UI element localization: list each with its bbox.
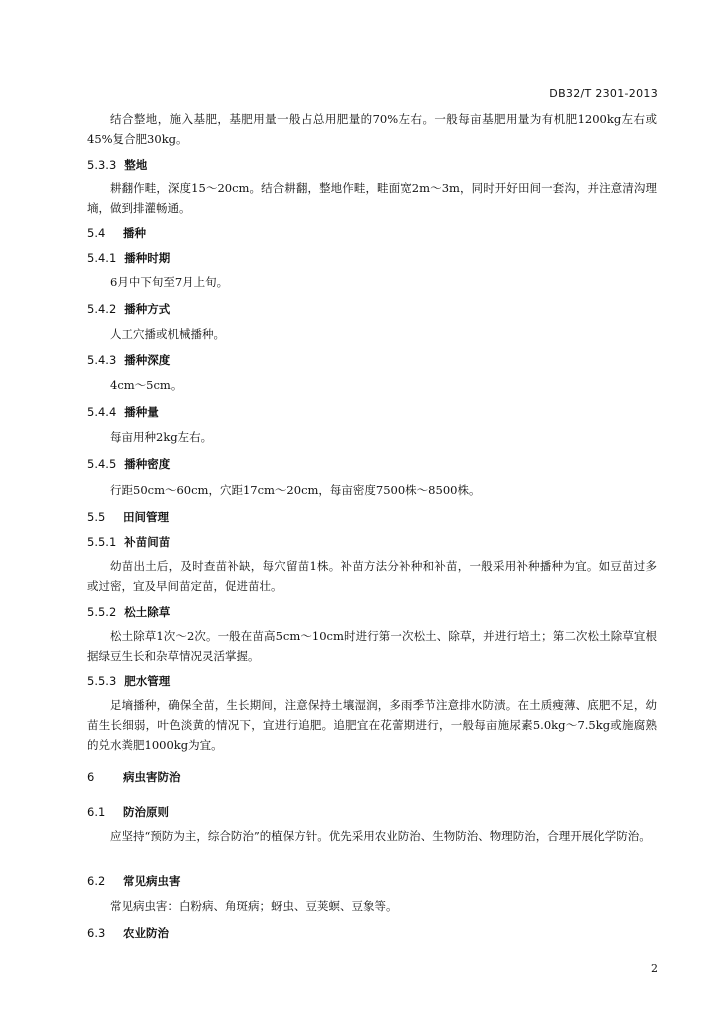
section-5-4-5-heading (87, 456, 170, 472)
section-number: 5.4.2 (87, 302, 117, 316)
section-title: 整地 (124, 158, 148, 172)
paragraph-5-3-3: 耕翻作畦，深度15～20cm。结合耕翻，整地作畦，畦面宽2m～3m，同时开好田间一套沟，并注意清沟理墒，做到排灌畅通。 (87, 181, 657, 215)
section-number: 6.1 (87, 805, 106, 819)
section-title: 田间管理 (123, 510, 169, 524)
section-title: 松土除草 (124, 605, 171, 619)
section-6-2-heading (87, 873, 181, 889)
section-number: 5.5.2 (87, 605, 117, 619)
paragraph-5-4-4: 每亩用种2kg左右。 (110, 430, 213, 444)
section-title: 防治原则 (123, 805, 169, 819)
section-title: 补苗间苗 (124, 535, 171, 549)
section-number: 6.2 (87, 874, 106, 888)
section-title: 播种时期 (124, 251, 171, 265)
paragraph-5-4-1: 6月中下旬至7月上旬。 (110, 275, 229, 289)
page-number: 2 (651, 962, 658, 975)
document-code: DB32/T 2301-2013 (549, 87, 658, 100)
section-number: 5.4.3 (87, 353, 117, 367)
paragraph-6-1: 应坚持“预防为主，综合防治”的植保方针。优先采用农业防治、生物防治、物理防治，合理开展化学防治。 (110, 829, 651, 843)
section-number: 5.5.1 (87, 535, 117, 549)
section-6-3-heading (87, 925, 169, 941)
paragraph-5-5-1: 幼苗出土后，及时查苗补缺，每穴留苗1株。补苗方法分补种和补苗，一般采用补种播种为宜。如豆苗过多或过密，宜及早间苗定苗，促进苗壮。 (87, 559, 657, 593)
paragraph-5-4-5: 行距50cm～60cm，穴距17cm～20cm，每亩密度7500株～8500株。 (110, 483, 481, 497)
section-number: 5.5.3 (87, 674, 117, 688)
section-5-4-3-heading (87, 352, 170, 368)
section-5-4-1-heading (87, 250, 170, 266)
section-number: 5.5 (87, 510, 106, 524)
section-5-5-1-heading (87, 534, 170, 550)
paragraph-5-4-3: 4cm～5cm。 (110, 378, 183, 392)
section-5-5-2-heading (87, 604, 170, 620)
section-5-5-heading (87, 509, 169, 525)
section-number: 6.3 (87, 926, 106, 940)
section-number: 5.4.4 (87, 405, 117, 419)
section-title: 播种密度 (124, 457, 171, 471)
paragraph-5-5-2: 松土除草1次～2次。一般在苗高5cm～10cm时进行第一次松土、除草，并进行培土；第二次松土除草宜根据绿豆生长和杂草情况灵活掌握。 (87, 629, 657, 663)
section-title: 病虫害防治 (123, 770, 181, 784)
section-number: 5.3.3 (87, 158, 117, 172)
paragraph-6-2: 常见病虫害：白粉病、角斑病；蚜虫、豆荚螟、豆象等。 (110, 899, 398, 913)
section-number: 5.4.1 (87, 251, 117, 265)
section-title: 农业防治 (123, 926, 169, 940)
section-5-4-2-heading (87, 301, 170, 317)
section-5-4-heading (87, 225, 146, 241)
paragraph-5-4-2: 人工穴播或机械播种。 (110, 327, 225, 341)
section-title: 播种方式 (124, 302, 171, 316)
section-title: 播种 (123, 226, 146, 240)
section-title: 播种量 (124, 405, 159, 419)
section-title: 播种深度 (124, 353, 171, 367)
section-5-5-3-heading (87, 673, 170, 689)
section-6-1-heading (87, 804, 169, 820)
section-5-3-3-heading (87, 157, 147, 173)
section-number: 5.4 (87, 226, 106, 240)
section-number: 6 (87, 770, 95, 784)
section-6-heading (87, 769, 181, 785)
paragraph-5-5-3: 足墒播种，确保全苗，生长期间，注意保持土壤湿润，多雨季节注意排水防渍。在土质瘦薄、底肥不足，幼苗生长细弱，叶色淡黄的情况下，宜进行追肥。追肥宜在花蕾期进行，一般每亩施尿素5.0kg～7.5kg或施腐熟的兑水粪肥1000kg为宜。 (87, 698, 657, 752)
section-title: 常见病虫害 (123, 874, 181, 888)
section-number: 5.4.5 (87, 457, 117, 471)
paragraph-base-fertilizer: 结合整地，施入基肥，基肥用量一般占总用肥量的70%左右。一般每亩基肥用量为有机肥1200kg左右或45%复合肥30kg。 (87, 112, 657, 146)
section-title: 肥水管理 (124, 674, 171, 688)
section-5-4-4-heading (87, 404, 159, 420)
